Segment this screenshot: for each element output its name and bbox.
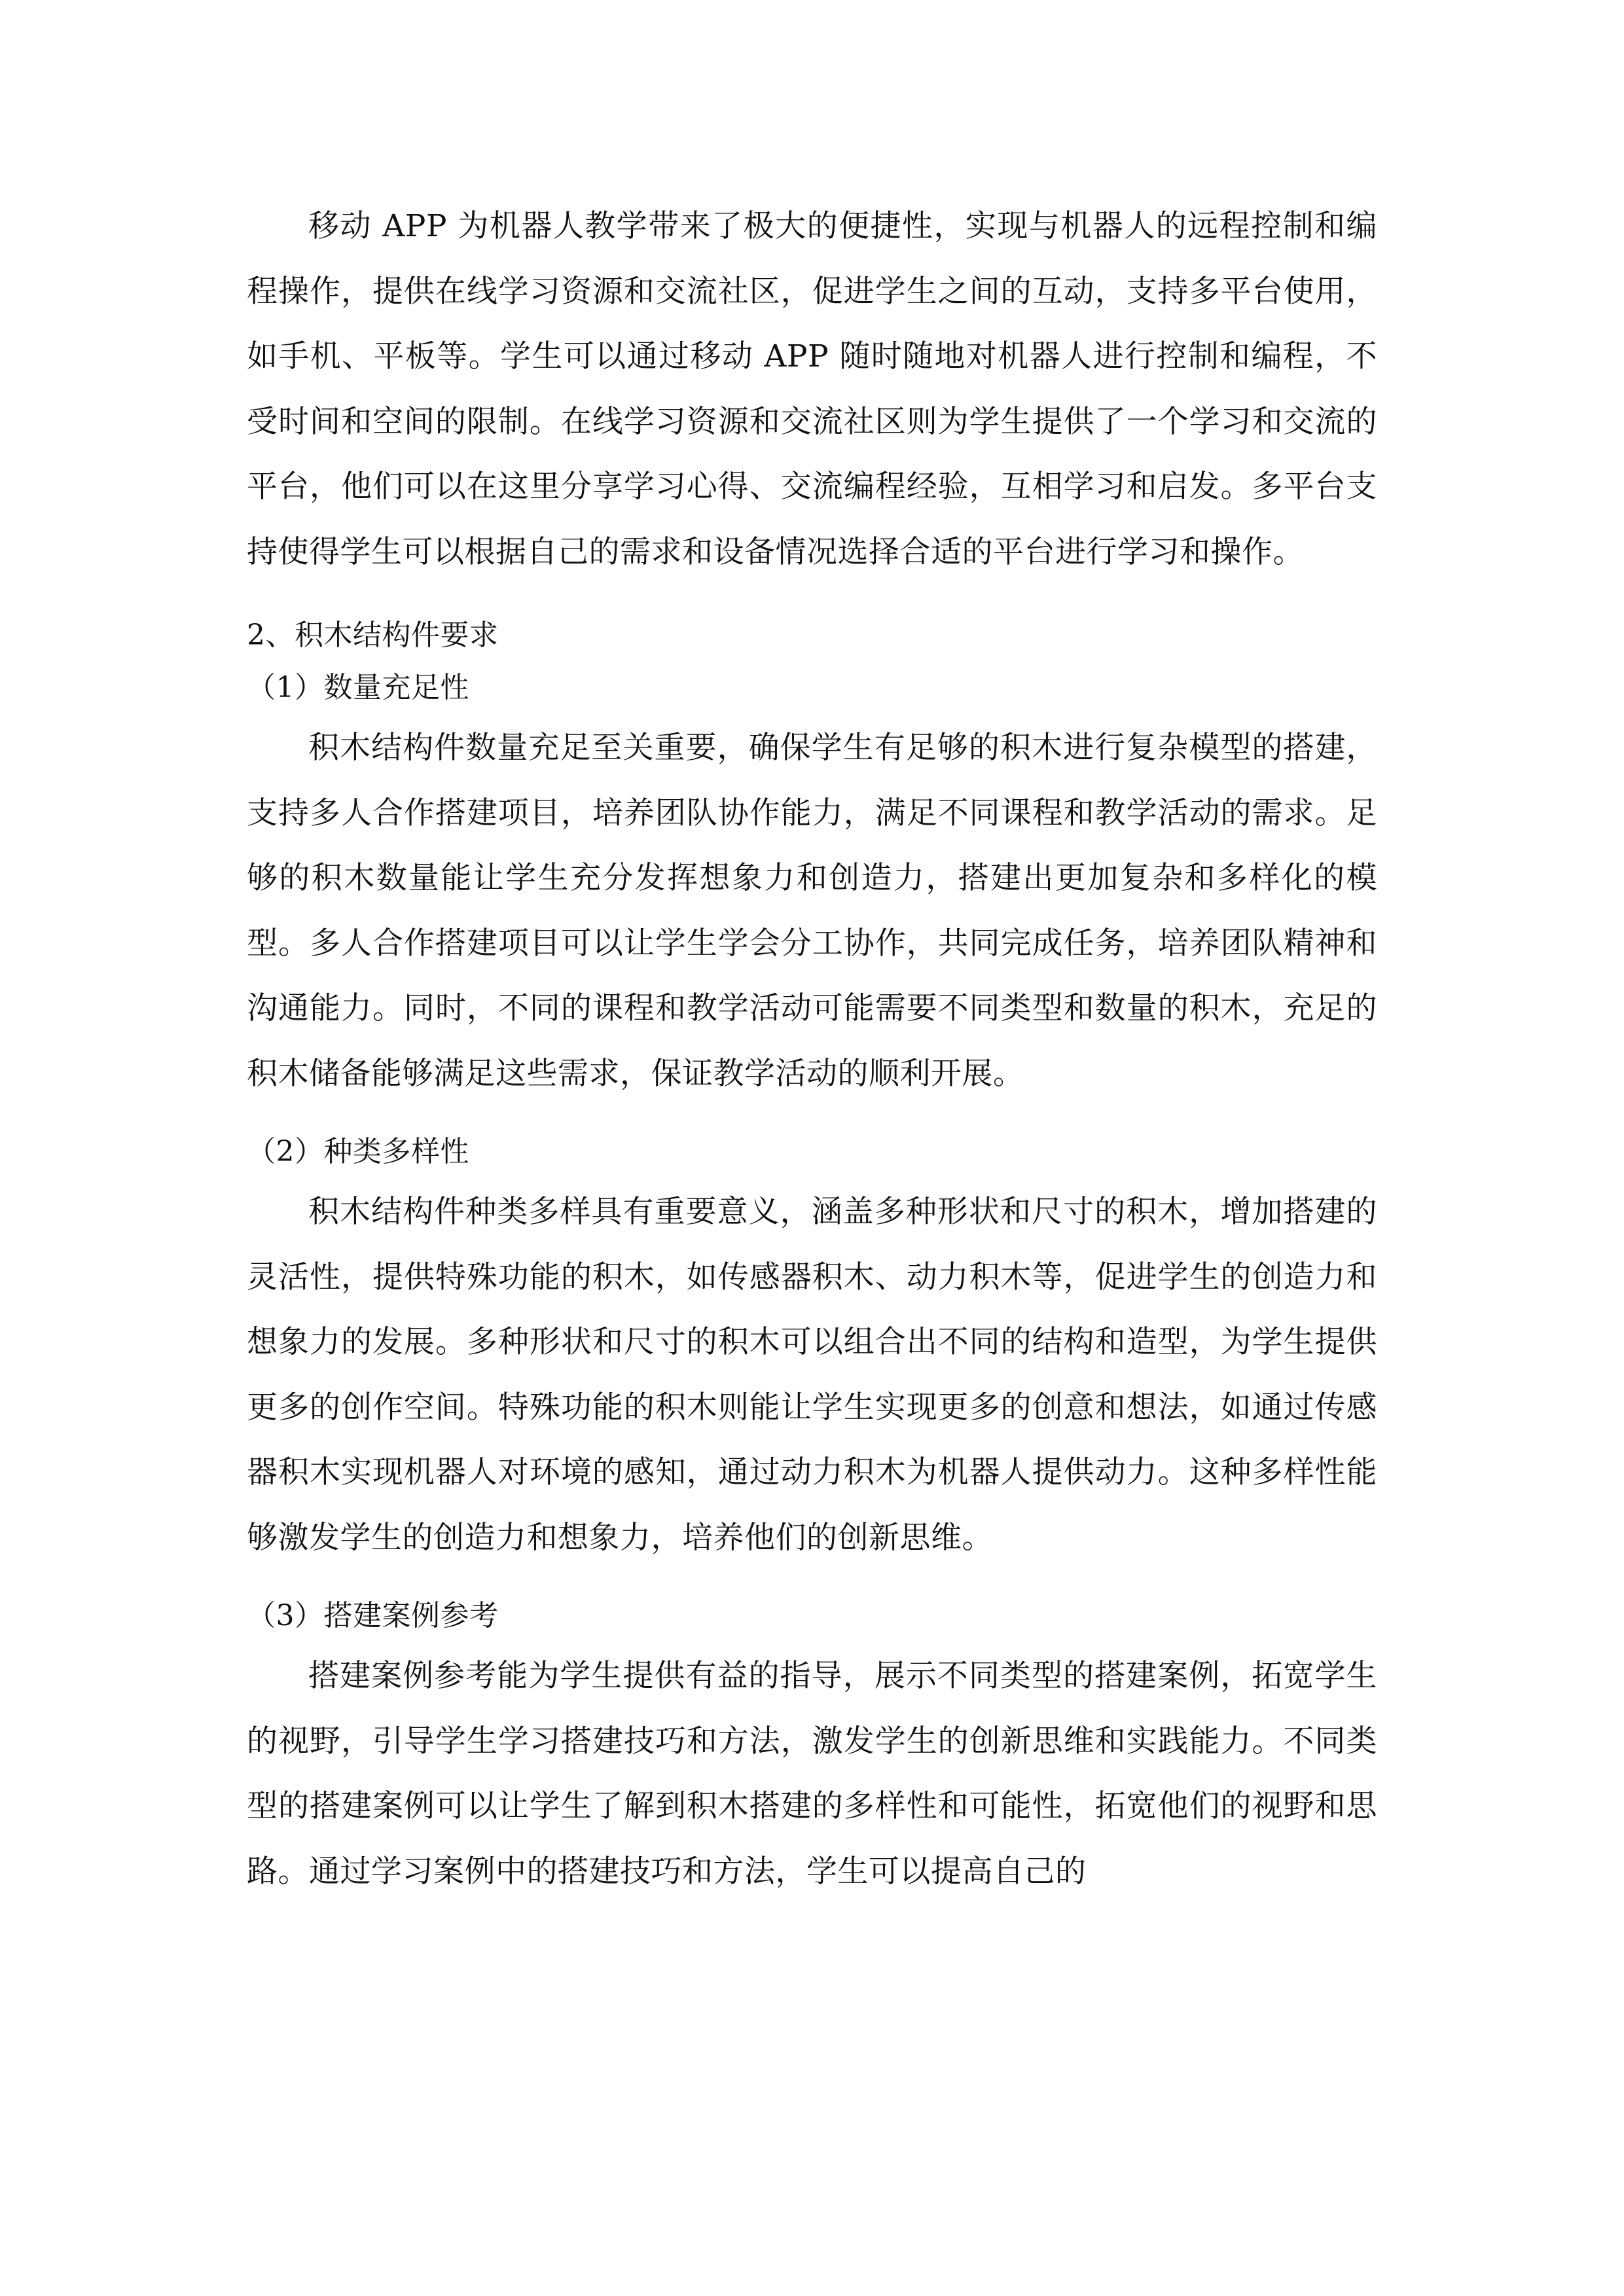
subsection-heading-3: （3）搭建案例参考 — [247, 1599, 499, 1632]
subsection-paragraph-3: 搭建案例参考能为学生提供有益的指导，展示不同类型的搭建案例，拓宽学生的视野，引导学生学习搭建技巧和方法，激发学生的创新思维和实践能力。不同类型的搭建案例可以让学生了解到积木搭建的多样性和可能性，拓宽他们的视野和思路。通过学习案例中的搭建技巧和方法，学生可以提高自己的 — [247, 1658, 1377, 1890]
subsection-heading-1: （1）数量充足性 — [247, 671, 469, 704]
subsection-paragraph-1: 积木结构件数量充足至关重要，确保学生有足够的积木进行复杂模型的搭建，支持多人合作搭建项目，培养团队协作能力，满足不同课程和教学活动的需求。足够的积木数量能让学生充分发挥想象力和创造力，搭建出更加复杂和多样化的模型。多人合作搭建项目可以让学生学会分工协作，共同完成任务，培养团队精神和沟通能力。同时，不同的课程和教学活动可能需要不同类型和数量的积木，充足的积木储备能够满足这些需求，保证教学活动的顺利开展。 — [247, 730, 1377, 1092]
subsection-heading-2: （2）种类多样性 — [247, 1135, 469, 1168]
document-page — [247, 194, 1377, 1904]
intro-paragraph: 移动 APP 为机器人教学带来了极大的便捷性，实现与机器人的远程控制和编程操作，提供在线学习资源和交流社区，促进学生之间的互动，支持多平台使用，如手机、平板等。学生可以通过移动 APP 随时随地对机器人进行控制和编程，不受时间和空间的限制。在线学习资源和交流社区则为学生提供了一个学习和交流的平台，他们可以在这里分享学习心得、交流编程经验，互相学习和启发。多平台支持使得学生可以根据自己的需求和设备情况选择合适的平台进行学习和操作。 — [247, 208, 1377, 570]
section-title: 2、积木结构件要求 — [247, 619, 499, 652]
subsection-paragraph-2: 积木结构件种类多样具有重要意义，涵盖多种形状和尺寸的积木，增加搭建的灵活性，提供特殊功能的积木，如传感器积木、动力积木等，促进学生的创造力和想象力的发展。多种形状和尺寸的积木可以组合出不同的结构和造型，为学生提供更多的创作空间。特殊功能的积木则能让学生实现更多的创意和想法，如通过传感器积木实现机器人对环境的感知，通过动力积木为机器人提供动力。这种多样性能够激发学生的创造力和想象力，培养他们的创新思维。 — [247, 1194, 1377, 1556]
